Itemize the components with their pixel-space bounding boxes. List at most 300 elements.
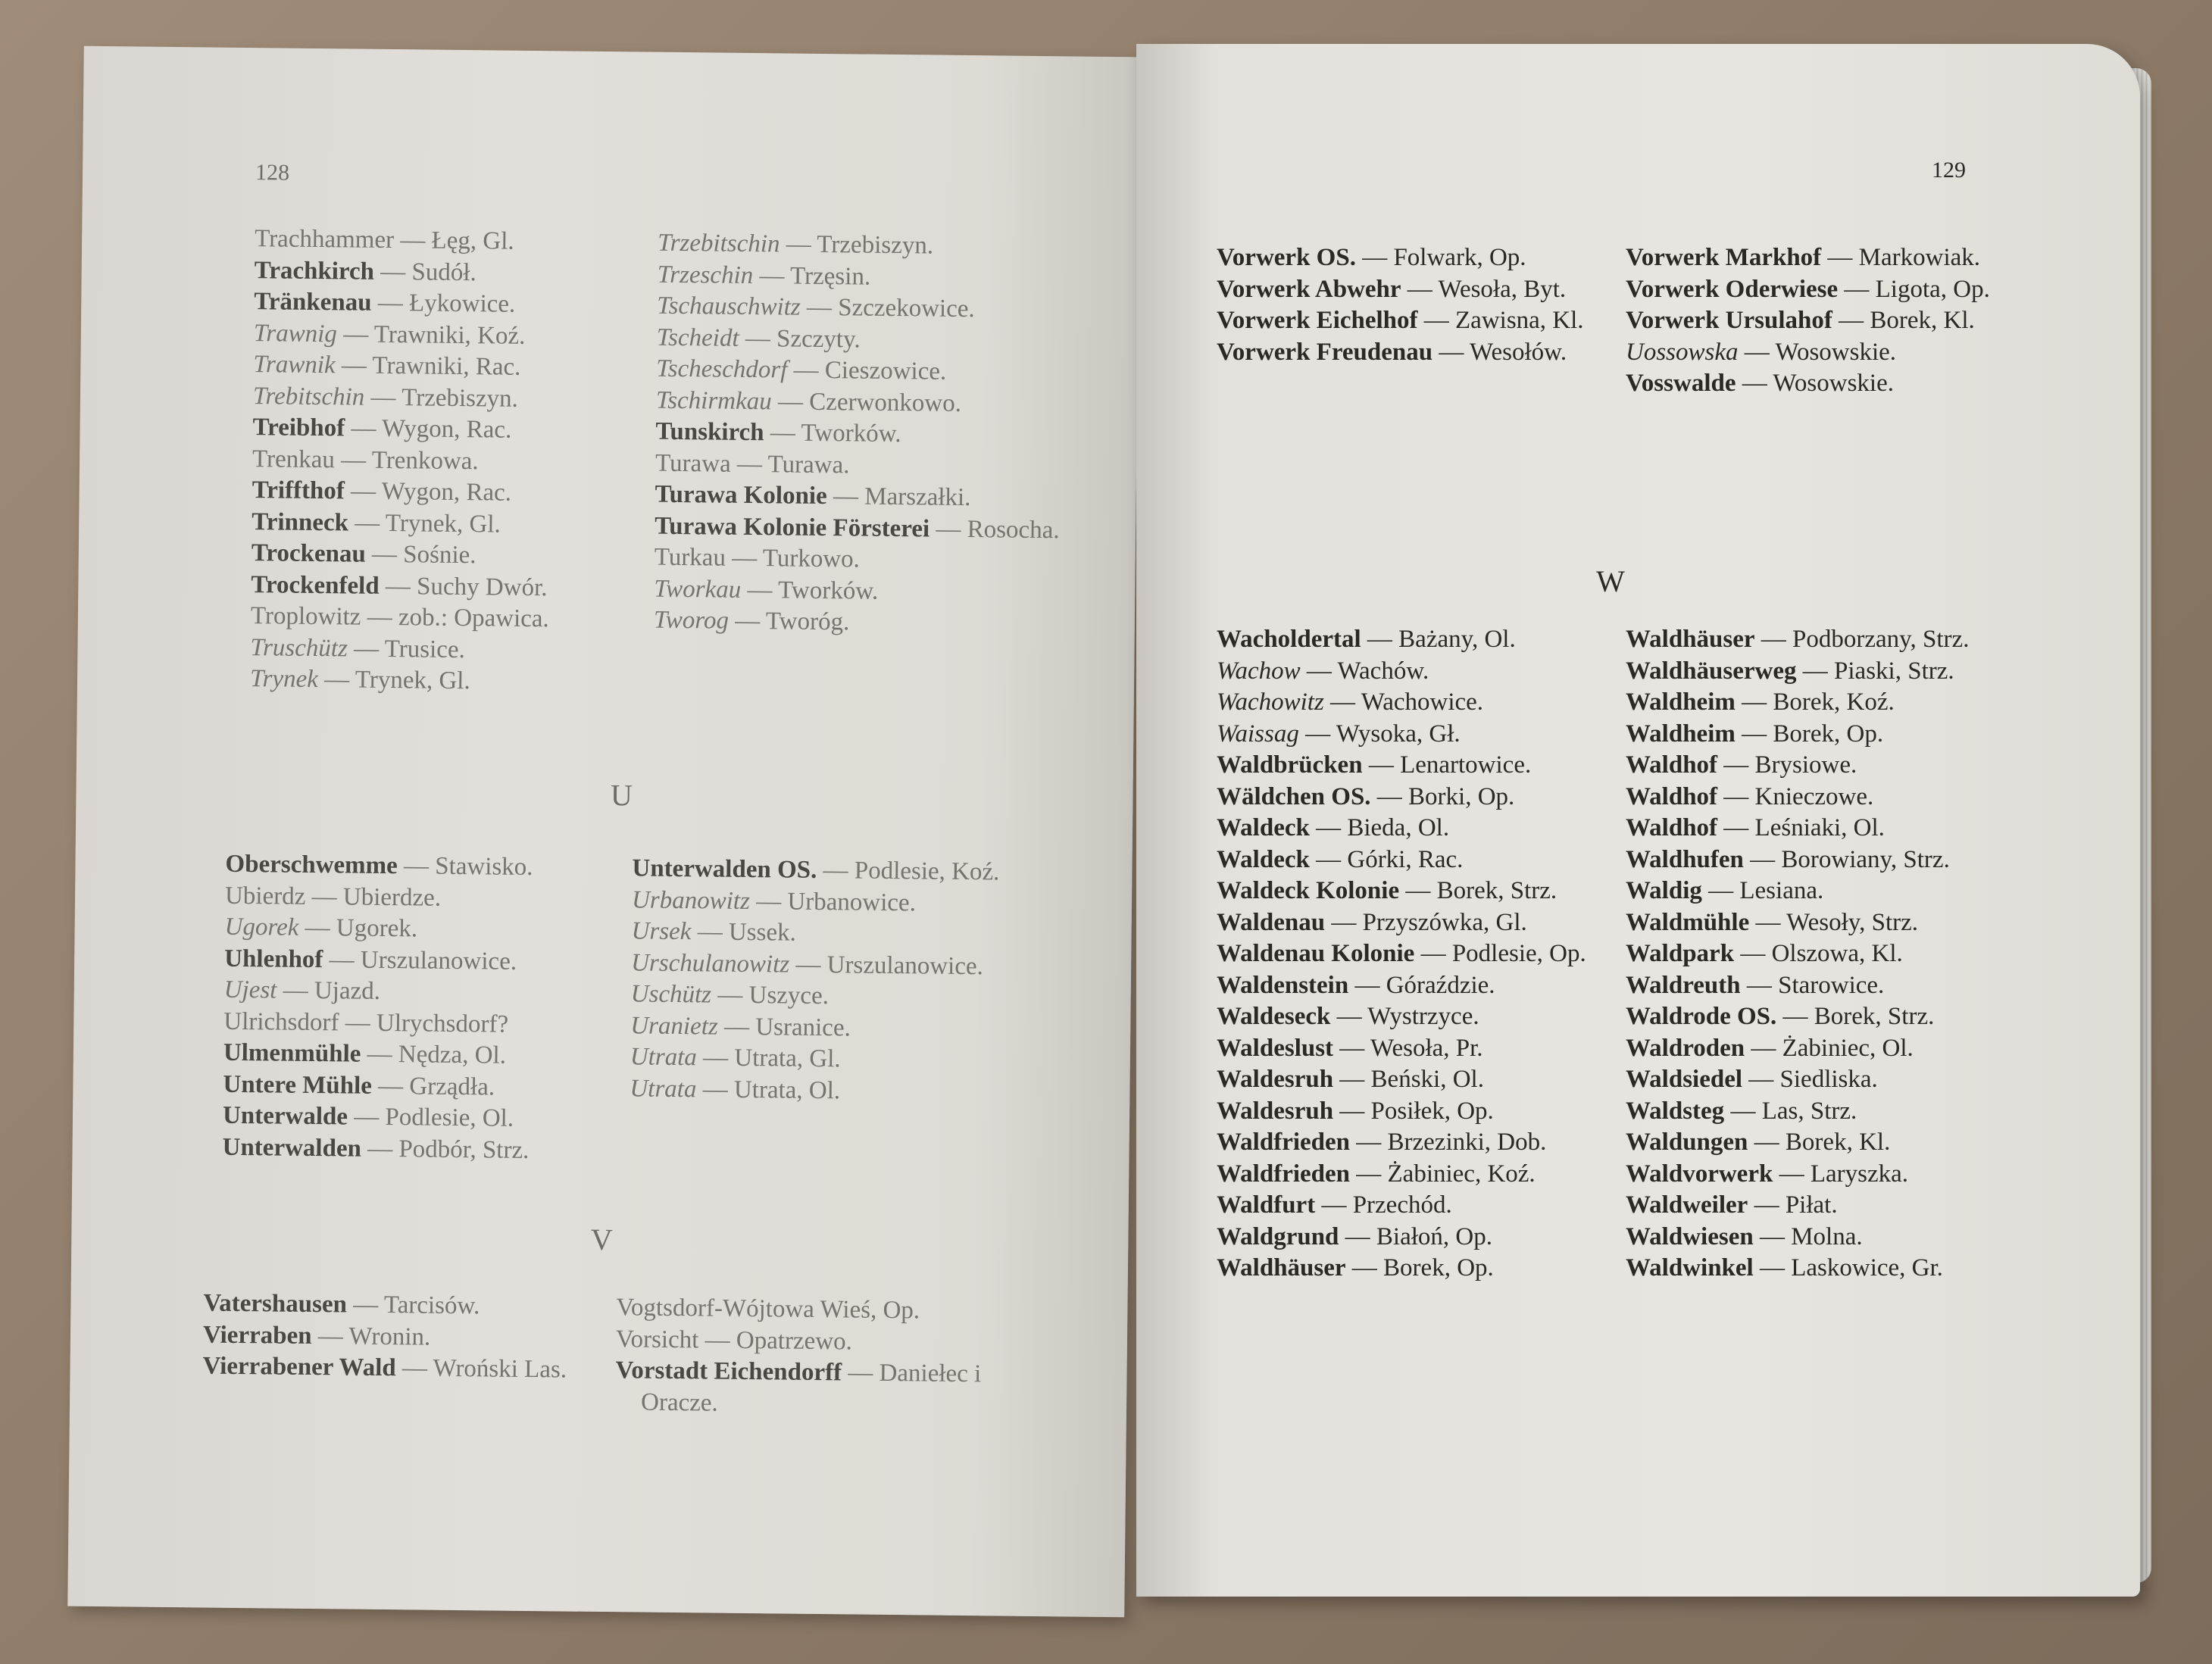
index-entry: Waldenau Kolonie — Podlesie, Op. [1217,940,1586,967]
entry-target: Siedliska. [1779,1066,1878,1093]
index-entry: Wacholdertal — Bażany, Ol. [1217,626,1516,653]
entry-name: Trynek [249,665,319,694]
entry-name: Vorwerk Markhof [1626,244,1822,271]
entry-target: Brysiowe. [1754,751,1857,779]
entry-target: Trawniki, Koź. [373,320,526,350]
right-col-w1 [1217,624,1614,1285]
entry-name: Waldhäuser [1626,626,1755,653]
entry-target: Tworóg. [765,607,850,636]
entry-name: Vorwerk Abwehr [1217,275,1401,303]
index-entry: Vorwerk Abwehr — Wesoła, Byt. [1217,275,1567,303]
entry-target: Borek, Op. [1383,1254,1494,1282]
entry-target: Laryszka. [1810,1160,1909,1188]
index-entry: Waldenau — Przyszówka, Gl. [1217,908,1527,936]
entry-target: Borek, Op. [1773,720,1884,748]
index-entry: Vorwerk Freudenau — Wesołów. [1217,338,1567,366]
entry-name: Waldreuth [1626,971,1741,999]
entry-name: Waldfrieden [1217,1129,1351,1156]
index-entry: Waldvorwerk — Laryszka. [1626,1160,1909,1188]
entry-target: Turkowo. [762,545,861,573]
entry-name: Waldwinkel [1626,1254,1754,1282]
entry-target: Ussek. [728,918,797,947]
index-entry: Waldfurt — Przechód. [1217,1191,1452,1219]
index-entry: Tworkau — Tworków. [654,575,879,605]
entry-target: Trawniki, Rac. [372,351,521,381]
index-entry: Utrata — Utrata, Gl. [630,1043,841,1073]
entry-target: Sudół. [411,258,476,286]
index-entry: Turawa Kolonie — Marszałki. [655,480,971,512]
entry-target: Tarcisów. [383,1291,480,1320]
entry-target: Utrata, Ol. [733,1076,841,1104]
entry-name: Trockenau [251,539,366,568]
entry-target: Las, Strz. [1761,1097,1857,1125]
entry-name: Waldenau [1217,908,1326,936]
index-entry: Waldbrücken — Lenartowice. [1217,751,1532,779]
index-entry: Wachowitz — Wachowice. [1217,688,1484,716]
entry-name: Trockenfeld [251,570,380,600]
index-entry: Trawnig — Trawniki, Koź. [253,319,526,350]
entry-target: Cieszowice. [824,357,947,386]
index-entry: Waldhufen — Borowiany, Strz. [1626,845,1950,873]
entry-target: Wygon, Rac. [381,414,512,444]
index-entry: Wäldchen OS. — Borki, Op. [1217,782,1515,810]
entry-name: Waldhufen [1626,845,1744,873]
index-entry: Troplowitz — zob.: Opawica. [250,602,549,633]
entry-name: Waldenstein [1217,971,1349,999]
entry-name: Waldhof [1626,814,1718,841]
index-entry: Waldhof — Knieczowe. [1626,782,1874,810]
entry-target: Wystrzyce. [1367,1003,1479,1030]
entry-target: Nędza, Ol. [398,1041,507,1069]
index-entry: Uschütz — Uszyce. [630,980,830,1010]
entry-name: Wachow [1217,657,1301,685]
index-entry: Trebitschin — Trzebiszyn. [252,382,519,413]
section-letter-v: V [590,1222,614,1257]
entry-target: Piaski, Strz. [1834,657,1954,685]
entry-name: Waldroden [1626,1034,1745,1062]
entry-name: Waldig [1626,877,1702,904]
entry-target: Podbór, Strz. [398,1135,530,1164]
right-col-v1 [1217,242,1614,368]
index-entry: Waldgrund — Białoń, Op. [1217,1222,1492,1250]
left-col-v2 [615,1292,1041,1422]
index-entry: Tschauschwitz — Szczekowice. [657,292,975,323]
index-entry: Trockenfeld — Suchy Dwór. [251,570,548,601]
entry-target: Wesoła, Byt. [1438,275,1567,303]
entry-name: Waldeck [1217,845,1310,873]
entry-name: Uossowska [1626,338,1739,366]
entry-target: Molna. [1791,1222,1863,1250]
entry-name: Urschulanowitz [631,948,790,979]
entry-target: Wronin. [348,1322,431,1351]
index-entry: Unterwalden OS. — Podlesie, Koź. [632,854,1000,886]
index-entry [616,1292,1040,1328]
entry-name: Ubierdz [224,882,306,910]
entry-name: Triffthof [252,476,345,505]
entry-name: Tschauschwitz [657,292,801,321]
index-entry: Unterwalde — Podlesie, Ol. [222,1101,514,1132]
entry-name: Waldheim [1626,688,1736,716]
entry-target: Wesoły, Strz. [1786,908,1919,936]
entry-target: Trynek, Gl. [385,509,501,539]
index-entry: Tränkenau — Łykowice. [254,288,516,318]
entry-target: Wesołów. [1470,338,1567,366]
entry-target: Stawisko. [435,852,533,882]
index-entry: Waldhäuser — Borek, Op. [1217,1254,1494,1282]
entry-target: Wygon, Rac. [381,477,512,507]
index-entry: Uhlenhof — Urszulanowice. [224,944,517,976]
entry-target: Grządła. [409,1072,495,1101]
index-entry: Vierrabener Wald — Wroński Las. [202,1352,567,1384]
index-entry: Ulrichsdorf — Ulrychsdorf? [223,1007,509,1038]
entry-name: Trzeschin [657,261,754,289]
index-entry: Oberschwemme — Stawisko. [225,850,533,882]
entry-target: Trusice. [384,635,466,663]
left-col-t2 [654,228,1083,641]
left-col-t1 [250,223,679,699]
entry-name: Unterwalden [222,1133,362,1163]
index-entry: Waldfrieden — Brzezinki, Dob. [1217,1129,1547,1156]
index-entry: Waldroden — Żabiniec, Ol. [1626,1034,1914,1062]
entry-target: Usranice. [755,1013,851,1041]
index-entry: Trawnik — Trawniki, Rac. [253,351,521,381]
index-entry: Waldhäuserweg — Piaski, Strz. [1626,657,1954,685]
entry-name: Troplowitz [250,602,361,631]
index-entry: Waldwiesen — Molna. [1626,1222,1863,1250]
index-entry: Waldsteg — Las, Strz. [1626,1097,1857,1125]
entry-name: Uhlenhof [224,944,323,973]
index-entry: Waldhäuser — Podborzany, Strz. [1626,626,1970,653]
entry-target: Czerwonkowo. [809,388,962,417]
index-entry: Waldwinkel — Laskowice, Gr. [1626,1254,1943,1282]
entry-name: Wachowitz [1217,688,1324,716]
entry-target: Ulrychsdorf? [376,1009,509,1038]
entry-target: Wesoła, Pr. [1370,1034,1483,1062]
left-page [67,46,1140,1617]
entry-name: Waldungen [1626,1129,1748,1156]
entry-target: Posiłek, Op. [1370,1097,1494,1125]
index-entry: Waissag — Wysoka, Gł. [1217,720,1461,748]
index-entry: Tunskirch — Tworków. [655,417,901,448]
entry-target: Zawisna, Kl. [1455,307,1584,334]
entry-name: Urbanowitz [631,885,751,915]
index-entry: Waldig — Lesiana. [1626,877,1824,904]
index-entry: Waldungen — Borek, Kl. [1626,1129,1891,1156]
entry-target: Urbanowice. [787,888,917,916]
entry-name: Vierrabener Wald [202,1352,396,1382]
entry-target: Góraździe. [1386,971,1495,999]
entry-target: Opatrzewo. [736,1326,853,1355]
entry-name: Uranietz [630,1011,719,1041]
entry-name: Waldsteg [1626,1097,1725,1125]
entry-name: Vorwerk Freudenau [1217,338,1433,366]
page-number-left: 128 [255,160,290,186]
index-entry: Utrata — Utrata, Ol. [630,1074,841,1104]
index-entry: Trynek — Trynek, Gl. [249,665,470,695]
index-entry: Waldfrieden — Żabiniec, Koź. [1217,1160,1536,1188]
index-entry: Urschulanowitz — Urszulanowice. [631,948,984,980]
entry-name: Vierraben [202,1320,312,1350]
entry-name: Waldgrund [1217,1222,1339,1250]
entry-target: Wachowice. [1361,688,1484,716]
index-entry: Waldesruh — Posiłek, Op. [1217,1097,1494,1125]
index-entry: Waldenstein — Góraździe. [1217,971,1495,999]
entry-name: Tscheschdorf [656,354,788,384]
entry-name: Utrata [630,1074,697,1103]
entry-name: Trzebitschin [657,229,780,258]
entry-target: Wysoka, Gł. [1336,720,1461,748]
entry-target: Ugorek. [336,914,418,943]
entry-name: Waldenau Kolonie [1217,940,1415,967]
entry-target: Przyszówka, Gl. [1362,908,1527,936]
entry-target: Trenkowa. [371,446,479,475]
entry-target: Przechód. [1352,1191,1452,1219]
entry-name: Waldhof [1626,782,1718,810]
index-entry: Urbanowitz — Urbanowice. [631,885,917,916]
index-entry: Trachhammer — Łęg, Gl. [254,225,514,255]
entry-target: Borki, Op. [1408,782,1515,810]
entry-name: Turawa Kolonie [655,480,827,510]
entry-name: Vorwerk Oderwiese [1626,275,1839,303]
entry-name: Waldeck [1217,814,1310,841]
index-entry: Ursek — Ussek. [631,917,797,947]
entry-name: Treibhof [252,414,345,442]
index-entry: Waldreuth — Starowice. [1626,971,1885,999]
entry-name: Waldeseck [1217,1003,1331,1030]
entry-target: Borek, Koź. [1773,688,1895,716]
entry-name: Tunskirch [655,417,764,447]
index-entry: Waldheim — Borek, Koź. [1626,688,1895,716]
entry-name: Waldeck Kolonie [1217,877,1400,904]
entry-target: Borek, Strz. [1436,877,1557,904]
index-entry: Vorwerk Ursulahof — Borek, Kl. [1626,307,1975,334]
index-entry: Waldrode OS. — Borek, Strz. [1626,1003,1935,1030]
entry-name: Trawnik [253,351,336,379]
entry-name: Waldpark [1626,940,1735,967]
entry-target: Łęg, Gl. [431,226,514,255]
index-entry: Vorwerk Oderwiese — Ligota, Op. [1626,275,1990,303]
entry-name: Truschütz [250,633,348,662]
entry-name: Trinneck [252,507,349,536]
index-entry: Waldmühle — Wesoły, Strz. [1626,908,1919,936]
entry-name: Vorstadt Eichendorff [615,1356,842,1387]
entry-target: Podborzany, Strz. [1792,626,1970,653]
index-entry: Waldeck Kolonie — Borek, Strz. [1217,877,1557,904]
entry-target: Podlesie, Koź. [854,857,1000,886]
entry-target: Starowice. [1778,971,1885,999]
entry-target: Wosowskie. [1773,370,1894,397]
entry-name: Wäldchen OS. [1217,782,1371,810]
page-number-right: 129 [1932,158,1966,183]
entry-name: Vorwerk OS. [1217,244,1356,271]
entry-target: Podlesie, Op. [1451,940,1586,967]
entry-name: Waissag [1217,720,1299,748]
index-entry: Vorwerk Markhof — Markowiak. [1626,244,1981,271]
entry-name: Vorwerk Eichelhof [1217,307,1418,334]
index-entry: Vorwerk Eichelhof — Zawisna, Kl. [1217,307,1584,334]
entry-target: Tworków. [777,576,879,605]
index-entry: Waldheim — Borek, Op. [1626,720,1884,748]
entry-name: Trachhammer [254,225,395,254]
entry-target: Białoń, Op. [1376,1222,1492,1250]
index-entry: Waldpark — Olszowa, Kl. [1626,940,1903,967]
entry-name: Vatershausen [203,1289,348,1319]
entry-name: Turkau [654,543,726,572]
index-entry: Wachow — Wachów. [1217,657,1429,685]
left-col-u1 [222,849,649,1168]
entry-target: Beński, Ol. [1370,1066,1484,1093]
entry-name: Waldesruh [1217,1066,1334,1093]
index-entry: Untere Mühle — Grządła. [223,1070,495,1101]
index-entry: Unterwalden — Podbór, Strz. [222,1133,530,1164]
section-letter-w: W [1596,564,1625,598]
index-entry: Waldhof — Brysiowe. [1626,751,1857,779]
index-entry: Trzebitschin — Trzebiszyn. [657,229,934,260]
entry-name: Trawnig [253,319,338,348]
entry-name: Trenkau [252,445,336,473]
entry-name: Turawa [655,449,731,478]
entry-name: Unterwalden OS. [632,854,817,884]
left-col-v1 [202,1288,627,1386]
index-entry: Vorsicht — Opatrzewo. [615,1325,853,1355]
entry-target: Folwark, Op. [1393,244,1526,271]
entry-target: Borowiany, Strz. [1781,845,1950,873]
entry-target: Tworków. [801,419,901,448]
index-entry: Trenkau — Trenkowa. [252,445,479,475]
index-entry: Tscheschdorf — Cieszowice. [656,354,947,386]
index-entry: Tscheidt — Szczyty. [656,323,861,354]
entry-target: Rosocha. [967,515,1060,544]
entry-name: Ulmenmühle [223,1038,361,1068]
index-entry: Vosswalde — Wosowskie. [1626,370,1894,397]
entry-target: Markowiak. [1858,244,1981,271]
entry-name: Waldwiesen [1626,1222,1754,1250]
entry-target: Wroński Las. [433,1354,567,1384]
index-entry: Waldeslust — Wesoła, Pr. [1217,1034,1483,1062]
entry-target: Żabiniec, Ol. [1782,1034,1914,1062]
left-col-u2 [630,853,1056,1109]
entry-name: Waldmühle [1626,908,1750,936]
right-col-v2 [1626,242,2023,400]
entry-target: Laskowice, Gr. [1791,1254,1943,1282]
index-entry: Tschirmkau — Czerwonkowo. [655,386,962,417]
index-entry: Vorwerk OS. — Folwark, Op. [1217,244,1526,271]
entry-target: Trzęsin. [789,262,871,291]
index-entry: Trinneck — Trynek, Gl. [252,507,501,539]
index-entry: Turawa — Turawa. [655,449,850,479]
entry-name: Waldweiler [1626,1191,1748,1219]
entry-name: Oberschwemme [225,850,398,880]
index-entry: Ujest — Ujazd. [223,976,381,1005]
entry-target: Łykowice. [408,289,516,318]
index-entry: Vatershausen — Tarcisów. [203,1289,480,1320]
entry-target: Górki, Rac. [1347,845,1464,873]
right-col-w2 [1626,624,2023,1285]
index-entry: Uranietz — Usranice. [630,1011,851,1041]
right-page [1136,44,2140,1597]
entry-target: Olszowa, Kl. [1771,940,1903,967]
index-entry: Triffthof — Wygon, Rac. [252,476,512,507]
entry-target: Trzebiszyn. [817,230,934,260]
entry-target: Bażany, Ol. [1398,626,1516,653]
index-entry: Ulmenmühle — Nędza, Ol. [223,1038,507,1069]
entry-target: Borek, Kl. [1785,1129,1891,1156]
entry-target: Ligota, Op. [1875,275,1990,303]
entry-name: Turawa Kolonie Försterei [655,512,930,542]
entry-target: Utrata, Gl. [734,1044,841,1073]
index-entry: Waldeck — Bieda, Ol. [1217,814,1450,841]
entry-name: Vosswalde [1626,370,1736,397]
entry-name: Waldesruh [1217,1097,1334,1125]
index-entry: Waldeseck — Wystrzyce. [1217,1003,1479,1030]
entry-name: Waldeslust [1217,1034,1334,1062]
entry-target: Borek, Strz. [1814,1003,1935,1030]
entry-name: Waldhof [1626,751,1718,779]
entry-name: Vorwerk Ursulahof [1626,307,1832,334]
entry-name: Trachkirch [254,256,375,286]
entry-name: Tworkau [654,575,742,604]
entry-target: Podlesie, Ol. [385,1103,514,1132]
entry-target: Piłat. [1785,1191,1838,1219]
section-letter-u: U [610,778,633,813]
entry-target: Daniełec i Oracze. [640,1359,982,1417]
entry-name: Tworog [653,606,730,635]
entry-target: Żabiniec, Koź. [1387,1160,1536,1188]
entry-target: Uszyce. [748,982,830,1010]
index-entry: Trzeschin — Trzęsin. [657,261,871,291]
entry-target: Leśniaki, Ol. [1754,814,1885,841]
entry-name: Waldhäuserweg [1626,657,1797,685]
entry-name: Ursek [631,917,692,946]
entry-name: Unterwalde [222,1101,348,1131]
entry-target: Lesiana. [1739,877,1824,904]
index-entry: Treibhof — Wygon, Rac. [252,414,512,444]
entry-name: Uschütz [630,980,712,1009]
entry-name: Utrata [630,1043,698,1072]
index-entry: Vierraben — Wronin. [202,1320,431,1351]
entry-target: Szczyty. [776,324,861,354]
entry-target: Trynek, Gl. [355,666,470,695]
entry-name: Ugorek [224,913,299,941]
entry-target: Urszulanowice. [360,946,517,976]
entry-name: Ujest [223,976,277,1004]
index-entry: Waldeck — Górki, Rac. [1217,845,1464,873]
entry-target: Bieda, Ol. [1347,814,1450,841]
index-entry: Uossowska — Wosowskie. [1626,338,1897,366]
entry-name: Waldfurt [1217,1191,1316,1219]
entry-target: zob.: Opawica. [398,604,549,633]
entry-name: Waldrode OS. [1626,1003,1777,1030]
index-entry: Trachkirch — Sudół. [254,256,476,286]
entry-target: Marszałki. [864,482,971,512]
entry-target: Lenartowice. [1400,751,1532,779]
entry-target: Urszulanowice. [826,951,984,980]
entry-name: Waldsiedel [1626,1066,1743,1093]
entry-name: Waldfrieden [1217,1160,1351,1188]
entry-name: Wacholdertal [1217,626,1361,653]
entry-name: Tscheidt [656,323,739,352]
index-entry: Tworog — Tworóg. [653,606,850,636]
index-entry: Ubierdz — Ubierdze. [224,882,442,912]
entry-name: Untere Mühle [223,1070,373,1100]
entry-target: Wachów. [1337,657,1429,685]
index-entry: Truschütz — Trusice. [250,633,466,663]
entry-target: Turawa. [767,450,850,479]
entry-name: Trebitschin [252,382,365,411]
entry-name: Waldheim [1626,720,1736,748]
index-entry: Vorstadt Eichendorff — Daniełec i Oracze. [615,1356,982,1417]
entry-target: Trzebiszyn. [401,383,519,413]
